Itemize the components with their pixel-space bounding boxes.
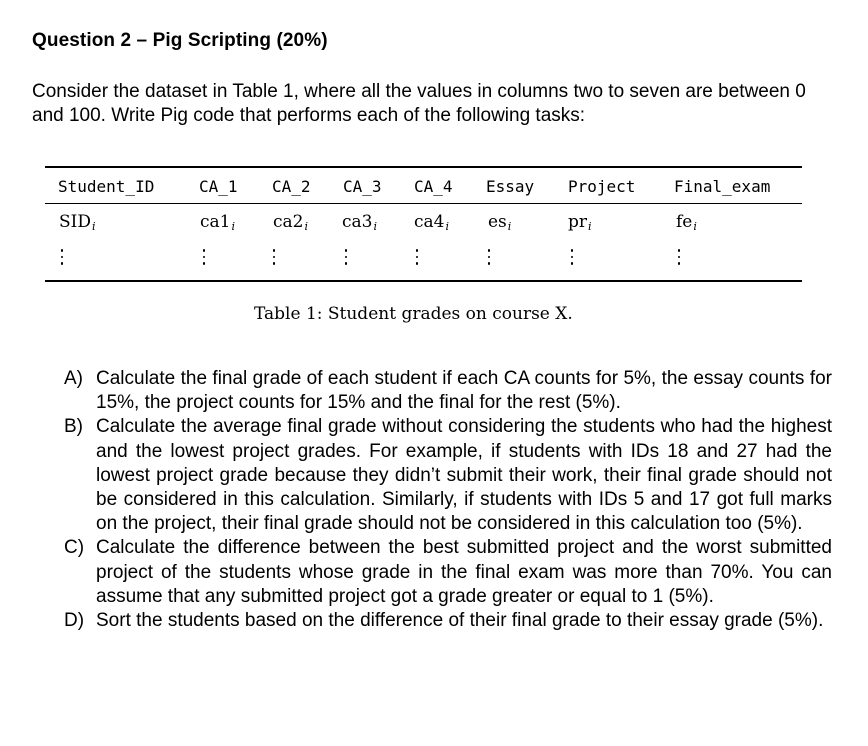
header-student-id: Student_ID [58, 177, 155, 196]
task-text: Calculate the average final grade without considering the students who had the highest and the lowest project grades. For example, if students with IDs 18 and 27 had the lowest project grade because they didn’t submit their work, their final grade should not be considered in this calculation. Similarly, if students with IDs 5 and 17 got full marks on the project, their final grade should not be considered in this calculation too (5%). [96, 416, 832, 535]
task-label: D) [64, 610, 85, 632]
table-bottom-rule [45, 280, 802, 282]
table-caption: Table 1: Student grades on course X. [254, 304, 573, 324]
cell-essay: $es_i$ [488, 212, 512, 233]
task-item [64, 415, 832, 536]
task-item [64, 367, 832, 415]
task-label: A) [64, 368, 83, 389]
cell-ca1: $ca1_i$ [200, 212, 236, 233]
task-item [64, 536, 832, 609]
vdots-icon [272, 249, 276, 265]
task-label: B) [64, 416, 83, 438]
header-essay: Essay [486, 177, 535, 196]
table-header-rule [45, 203, 802, 204]
task-label: C) [64, 537, 85, 559]
cell-project: $pr_i$ [568, 212, 592, 233]
vdots-icon [677, 249, 681, 265]
header-ca2: CA_2 [272, 177, 311, 196]
header-ca1: CA_1 [199, 177, 238, 196]
cell-ca3: $ca3_i$ [342, 212, 378, 233]
vdots-icon [487, 249, 491, 265]
vdots-icon [60, 249, 64, 265]
task-list [64, 367, 832, 633]
cell-ca4: $ca4_i$ [414, 212, 450, 233]
question-intro: Consider the dataset in Table 1, where all the values in columns two to seven are between 0 and 100. Write Pig code that performs each of the following tasks: [32, 81, 806, 126]
header-final-exam: Final_exam [674, 177, 771, 196]
vdots-icon [415, 249, 419, 265]
cell-ca2: $ca2_i$ [273, 212, 309, 233]
header-project: Project [568, 177, 636, 196]
header-ca3: CA_3 [343, 177, 382, 196]
task-text: Calculate the difference between the best submitted project and the worst submitted project of the students whose grade in the final exam was more than 70%. You can assume that any submitted project got a grade greater or equal to 1 (5%). [96, 537, 832, 607]
vdots-icon [344, 249, 348, 265]
vdots-icon [202, 249, 206, 265]
table-top-rule [45, 166, 802, 168]
task-text: Sort the students based on the difference of their final grade to their essay grade (5%). [96, 610, 824, 632]
task-text: Calculate the final grade of each student if each CA counts for 5%, the essay counts for 15%, the project counts for 15% and the final for the rest (5%). [96, 368, 832, 414]
question-heading: Question 2 – Pig Scripting (20%) [32, 30, 328, 51]
cell-sid: $SID_i$ [59, 212, 96, 233]
task-item [64, 609, 832, 633]
cell-final-exam: $fe_i$ [676, 212, 697, 233]
header-ca4: CA_4 [414, 177, 453, 196]
vdots-icon [570, 249, 574, 265]
